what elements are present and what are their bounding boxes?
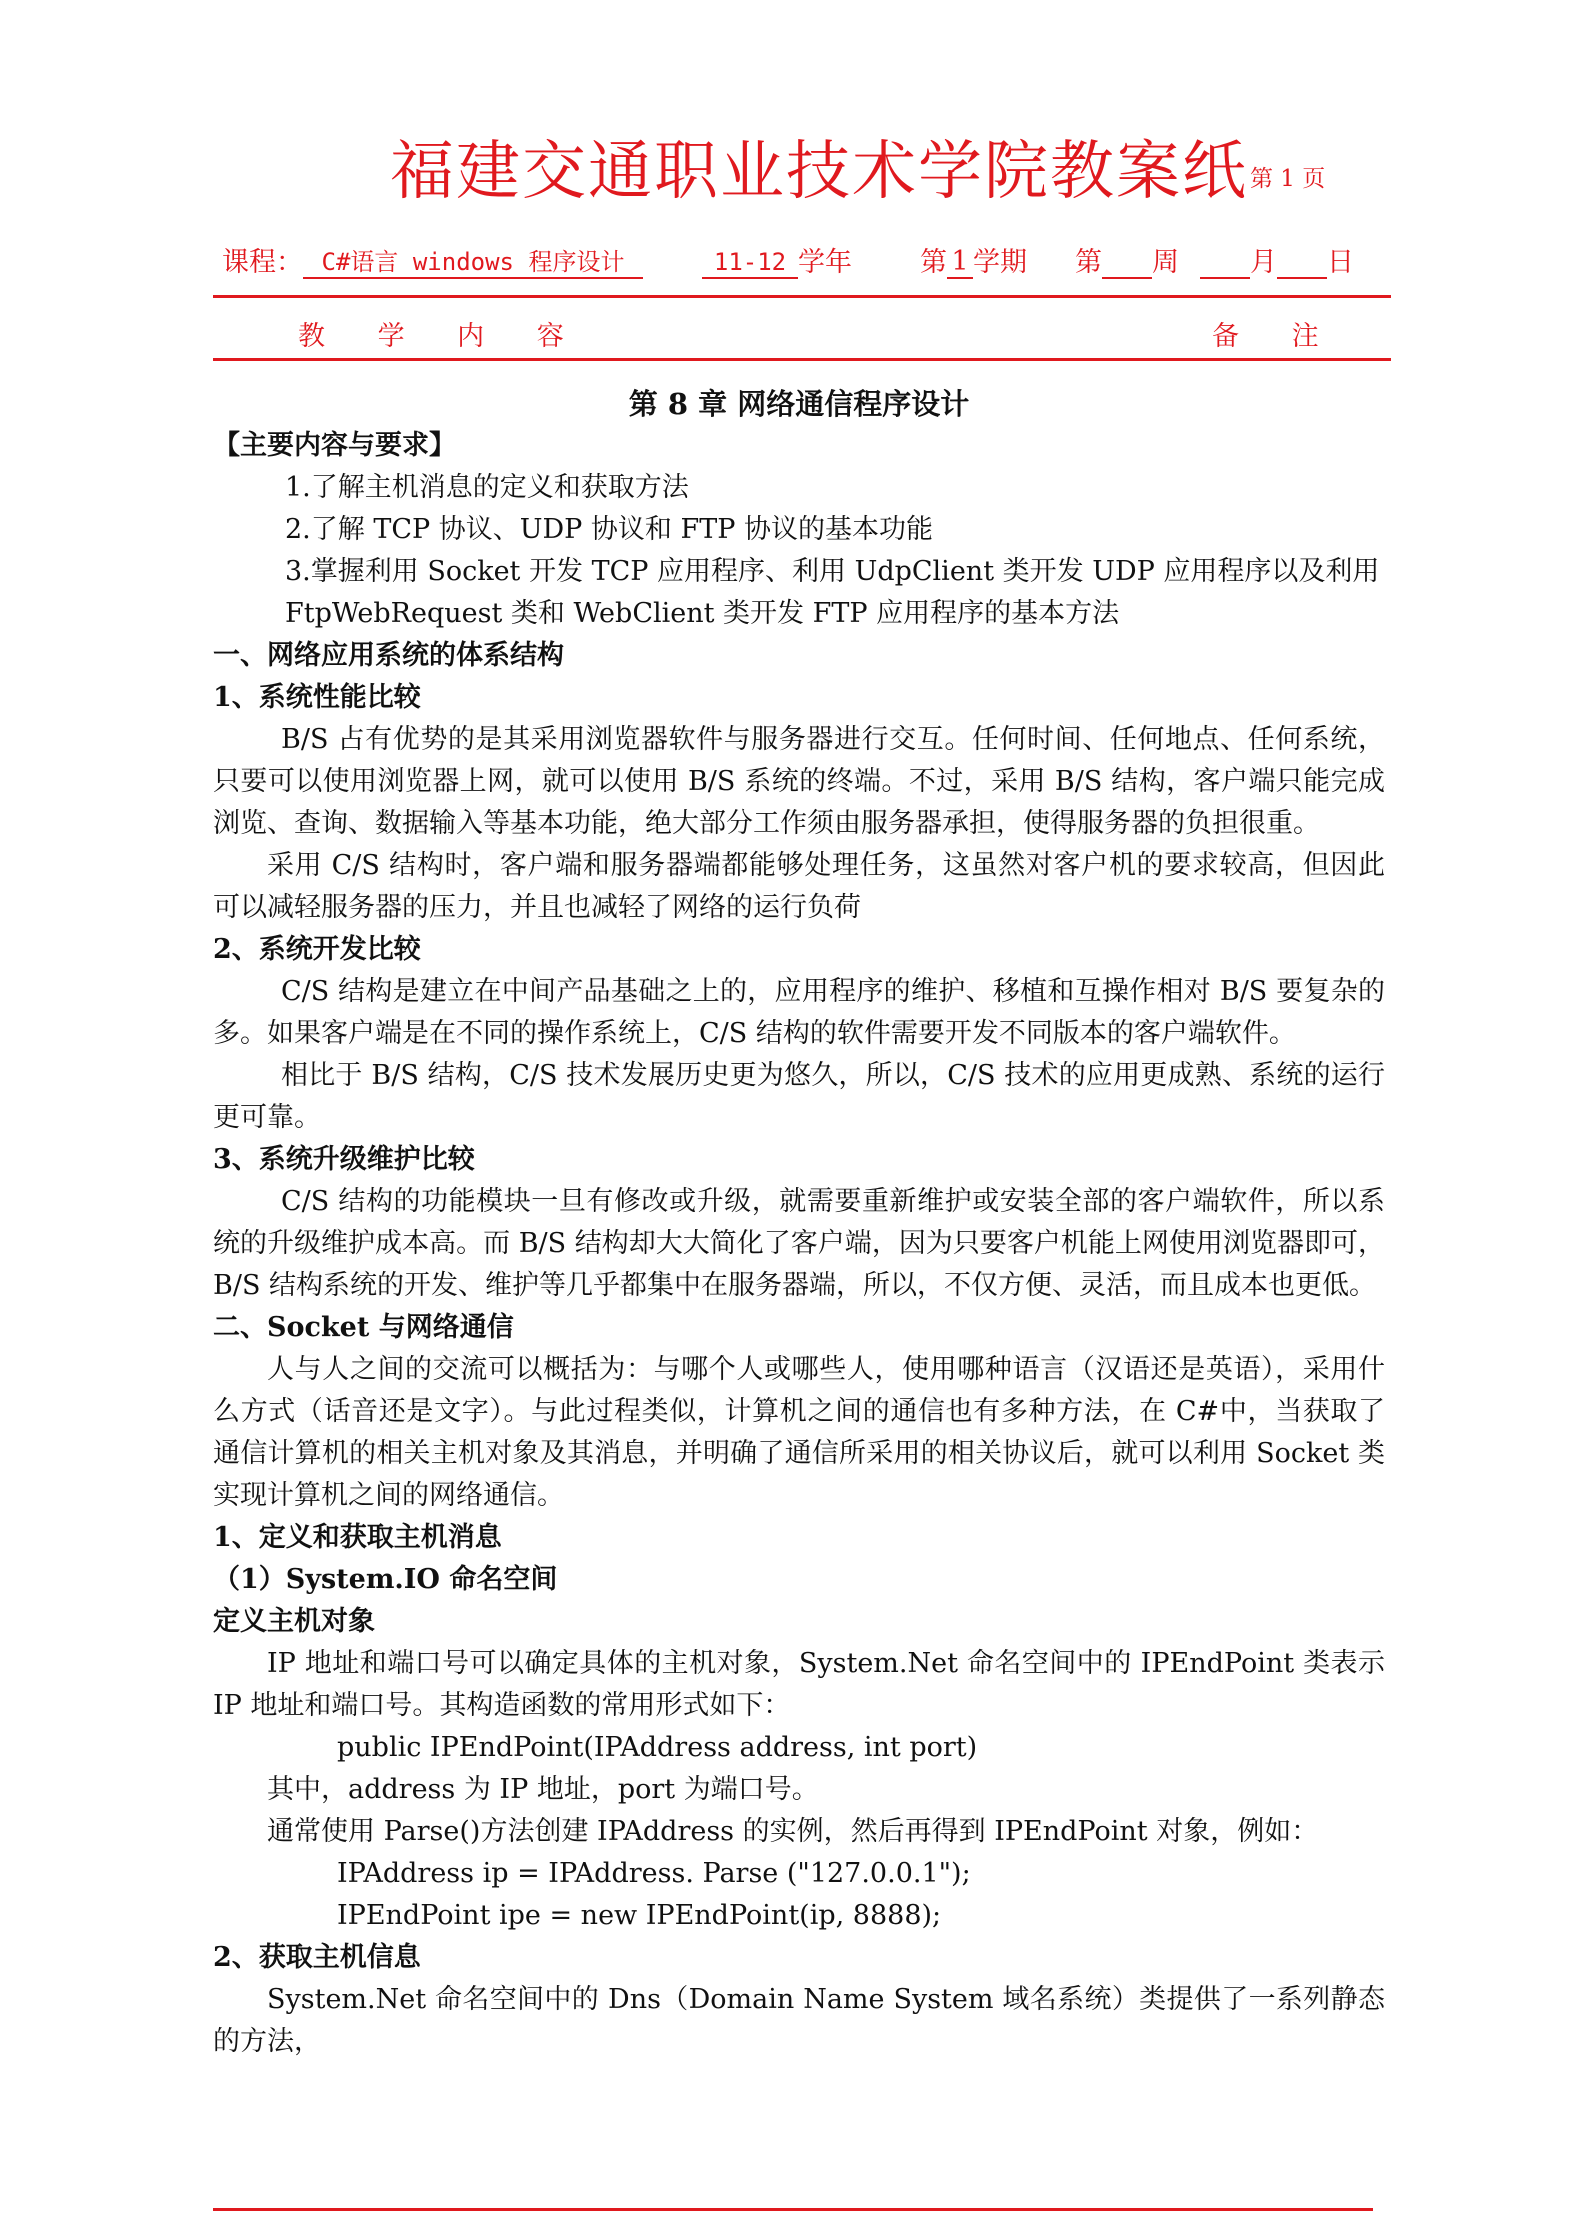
body-lines	[213, 425, 1385, 2063]
body-line: 2、获取主机信息	[213, 1942, 421, 1973]
term-prefix: 第	[920, 247, 947, 278]
body-line: 2.了解 TCP 协议、UDP 协议和 FTP 协议的基本功能	[285, 514, 933, 545]
body-line: 定义主机对象	[213, 1606, 375, 1637]
chapter-title: 第 8 章 网络通信程序设计	[628, 387, 970, 421]
body-line: 其中，address 为 IP 地址，port 为端口号。	[267, 1774, 819, 1805]
body-line: 二、Socket 与网络通信	[213, 1312, 514, 1343]
body-line: IPAddress ip = IPAddress. Parse ("127.0.0.1");	[337, 1858, 971, 1889]
term-value: 1	[947, 247, 973, 279]
body-line: 3.掌握利用 Socket 开发 TCP 应用程序、利用 UdpClient 类开发 UDP 应用程序以及利用	[285, 556, 1380, 587]
year-label: 学年	[798, 247, 852, 278]
body-line: 【主要内容与要求】	[213, 430, 456, 461]
term-label: 学期	[973, 247, 1027, 278]
body-line: 3、系统升级维护比较	[213, 1144, 475, 1175]
body-line: 2、系统开发比较	[213, 934, 421, 965]
week-blank	[1102, 247, 1152, 279]
body-line: 采用 C/S 结构时，客户端和服务器端都能够处理任务，这虽然对客户机的要求较高，但因此可以减轻服务器的压力，并且也减轻了网络的运行负荷	[213, 850, 1385, 923]
year-meta	[702, 240, 852, 279]
day-blank	[1277, 247, 1327, 279]
document-body	[213, 383, 1385, 2063]
page-number: 第 1 页	[1250, 166, 1326, 192]
body-line: 相比于 B/S 结构，C/S 技术发展历史更为悠久，所以，C/S 技术的应用更成熟、系统的运行更可靠。	[213, 1060, 1385, 1133]
month-label: 月	[1250, 247, 1277, 278]
body-line: 1、定义和获取主机消息	[213, 1522, 502, 1553]
body-line: public IPEndPoint(IPAddress address, int port)	[337, 1732, 978, 1763]
body-line: 通常使用 Parse()方法创建 IPAddress 的实例，然后再得到 IPEndPoint 对象，例如：	[267, 1816, 1319, 1847]
column-heading-content: 教 学 内 容	[298, 321, 586, 352]
month-blank	[1200, 247, 1250, 279]
document-header-title: 福建交通职业技术学院教案纸	[390, 135, 1248, 209]
body-line: IPEndPoint ipe = new IPEndPoint(ip, 8888);	[337, 1900, 942, 1931]
course-value: C#语言 windows 程序设计	[303, 247, 643, 279]
body-line: C/S 结构是建立在中间产品基础之上的，应用程序的维护、移植和互操作相对 B/S 要复杂的多。如果客户端是在不同的操作系统上，C/S 结构的软件需要开发不同版本的客户端软件。	[213, 976, 1385, 1049]
body-line: IP 地址和端口号可以确定具体的主机对象，System.Net 命名空间中的 IPEndPoint 类表示 IP 地址和端口号。其构造函数的常用形式如下：	[213, 1648, 1385, 1721]
header-rule-bottom	[213, 358, 1391, 361]
body-line: 1、系统性能比较	[213, 682, 421, 713]
year-value: 11-12	[702, 247, 798, 279]
column-heading-notes: 备 注	[1212, 321, 1341, 352]
body-line: 一、网络应用系统的体系结构	[213, 640, 564, 671]
body-line: FtpWebRequest 类和 WebClient 类开发 FTP 应用程序的基本方法	[285, 598, 1120, 629]
month-meta	[1200, 240, 1354, 279]
week-label: 周	[1152, 247, 1179, 278]
footer-rule	[213, 2208, 1373, 2211]
body-line: （1）System.IO 命名空间	[213, 1564, 558, 1595]
body-line: B/S 占有优势的是其采用浏览器软件与服务器进行交互。任何时间、任何地点、任何系统，只要可以使用浏览器上网，就可以使用 B/S 系统的终端。不过，采用 B/S 结构，客户端只能完成浏览、查询、数据输入等基本功能，绝大部分工作须由服务器承担，使得服务器的负担很重。	[213, 724, 1385, 839]
course-meta-row	[222, 240, 643, 279]
body-line: 1.了解主机消息的定义和获取方法	[285, 472, 689, 503]
body-line: C/S 结构的功能模块一旦有修改或升级，就需要重新维护或安装全部的客户端软件，所以系统的升级维护成本高。而 B/S 结构却大大简化了客户端，因为只要客户机能上网使用浏览器即可，B/S 结构系统的开发、维护等几乎都集中在服务器端，所以，不仅方便、灵活，而且成本也更低。	[213, 1186, 1385, 1301]
header-rule-top	[213, 295, 1391, 298]
week-prefix: 第	[1075, 247, 1102, 278]
course-label: 课程：	[222, 247, 303, 278]
day-label: 日	[1327, 247, 1354, 278]
body-line: System.Net 命名空间中的 Dns（Domain Name System 域名系统）类提供了一系列静态的方法，	[213, 1984, 1385, 2057]
body-line: 人与人之间的交流可以概括为：与哪个人或哪些人，使用哪种语言（汉语还是英语），采用什么方式（话音还是文字）。与此过程类似，计算机之间的通信也有多种方法，在 C#中，当获取了通信计算机的相关主机对象及其消息，并明确了通信所采用的相关协议后，就可以利用 Socket 类实现计算机之间的网络通信。	[213, 1354, 1385, 1511]
term-meta	[920, 240, 1027, 279]
week-meta	[1075, 240, 1179, 279]
